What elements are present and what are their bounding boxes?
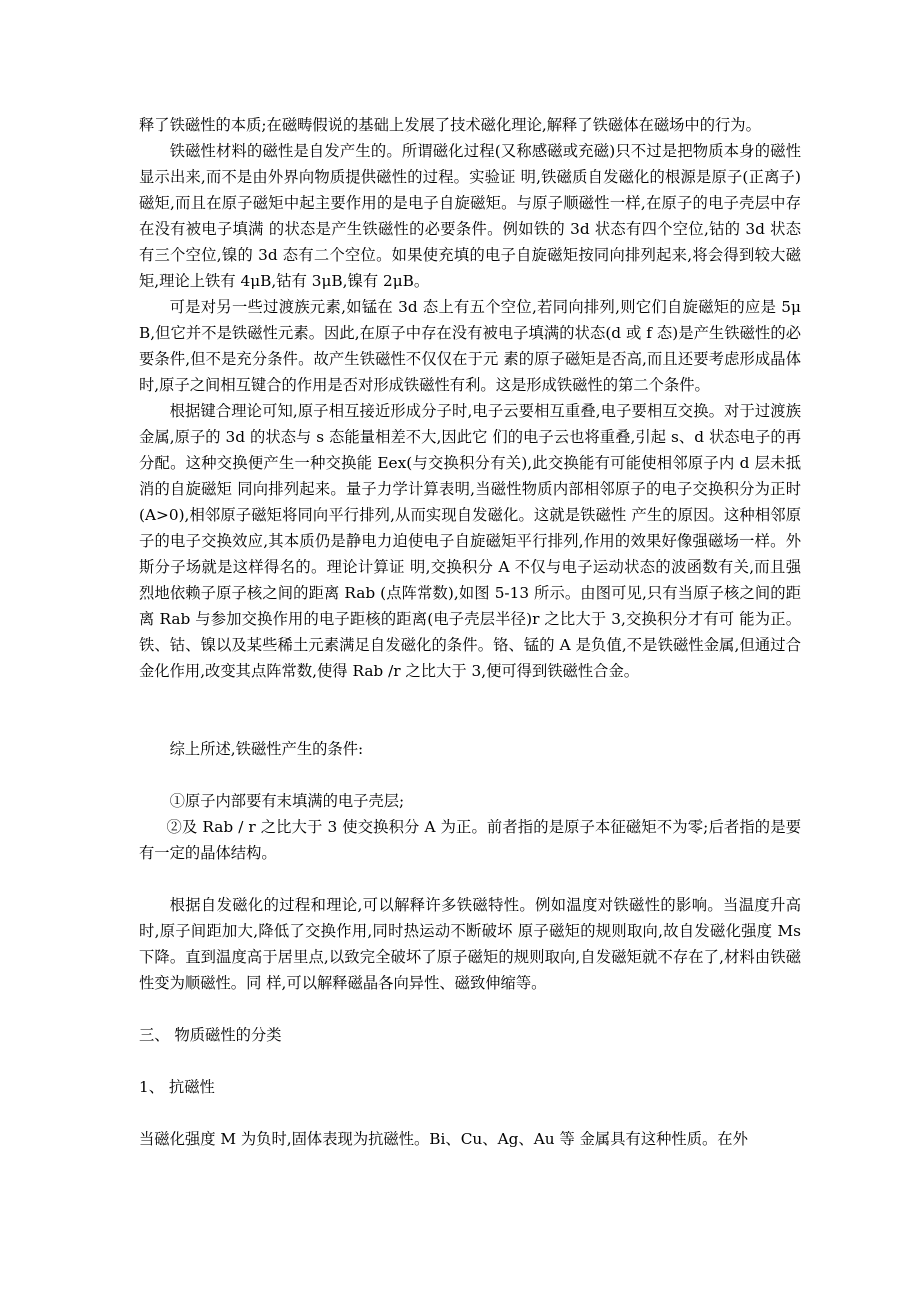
paragraph-diamagnetism: 当磁化强度 M 为负时,固体表现为抗磁性。Bi、Cu、Ag、Au 等 金属具有这种性质。在外 xyxy=(139,1130,748,1148)
summary-paragraph: 综上所述,铁磁性产生的条件: xyxy=(169,740,364,758)
condition-item-1: ①原子内部要有末填满的电子壳层; xyxy=(169,792,405,810)
document-body xyxy=(139,112,801,1152)
spacer xyxy=(139,1100,801,1126)
spacer xyxy=(139,762,801,788)
subsection-heading: 1、 抗磁性 xyxy=(139,1078,215,1096)
spacer xyxy=(139,996,801,1022)
condition-item-2: ②及 Rab / r 之比大于 3 使交换积分 A 为正。前者指的是原子本征磁矩不为零;后者指的是要有一定的晶体结构。 xyxy=(139,818,801,862)
section-heading: 三、 物质磁性的分类 xyxy=(139,1026,282,1044)
paragraph-ferromagnetism-origin: 铁磁性材料的磁性是自发产生的。所谓磁化过程(又称感磁或充磁)只不过是把物质本身的磁性显示出来,而不是由外界向物质提供磁性的过程。实验证 明,铁磁质自发磁化的根源是原子(正离子)磁矩,而且在原子磁矩中起主要作用的是电子自旋磁矩。与原子顺磁性一样,在原子的电子壳层中存在没有被电子填满 的状态是产生铁磁性的必要条件。例如铁的 3d 状态有四个空位,钴的 3d 状态有三个空位,镍的 3d 态有二个空位。如果使充填的电子自旋磁矩按同向排列起来,将会得到较大磁矩,理论上铁有 4μB,钴有 3μB,镍有 2μB。 xyxy=(139,142,801,290)
spacer xyxy=(139,684,801,736)
spacer xyxy=(139,1048,801,1074)
paragraph-continued: 释了铁磁性的本质;在磁畴假说的基础上发展了技术磁化理论,解释了铁磁体在磁场中的行为。 xyxy=(139,116,761,134)
paragraph-transition-elements: 可是对另一些过渡族元素,如锰在 3d 态上有五个空位,若同向排列,则它们自旋磁矩的应是 5μB,但它并不是铁磁性元素。因此,在原子中存在没有被电子填满的状态(d 或 f 态)是产生铁磁性的必要条件,但不是充分条件。故产生铁磁性不仅仅在于元 素的原子磁矩是否高,而且还要考虑形成晶体时,原子之间相互键合的作用是否对形成铁磁性有利。这是形成铁磁性的第二个条件。 xyxy=(139,298,801,394)
paragraph-exchange-theory: 根据键合理论可知,原子相互接近形成分子时,电子云要相互重叠,电子要相互交换。对于过渡族金属,原子的 3d 的状态与 s 态能量相差不大,因此它 们的电子云也将重叠,引起 s、d 状态电子的再分配。这种交换便产生一种交换能 Eex(与交换积分有关),此交换能有可能使相邻原子内 d 层未抵消的自旋磁矩 同向排列起来。量子力学计算表明,当磁性物质内部相邻原子的电子交换积分为正时(A>0),相邻原子磁矩将同向平行排列,从而实现自发磁化。这就是铁磁性 产生的原因。这种相邻原子的电子交换效应,其本质仍是静电力迫使电子自旋磁矩平行排列,作用的效果好像强磁场一样。外斯分子场就是这样得名的。理论计算证 明,交换积分 A 不仅与电子运动状态的波函数有关,而且强烈地依赖子原子核之间的距离 Rab (点阵常数),如图 5-13 所示。由图可见,只有当原子核之间的距离 Rab 与参加交换作用的电子距核的距离(电子壳层半径)r 之比大于 3,交换积分才有可 能为正。铁、钴、镍以及某些稀土元素满足自发磁化的条件。铬、锰的 A 是负值,不是铁磁性金属,但通过合金化作用,改变其点阵常数,使得 Rab /r 之比大于 3,便可得到铁磁性合金。 xyxy=(139,402,801,680)
paragraph-spontaneous-magnetization: 根据自发磁化的过程和理论,可以解释许多铁磁特性。例如温度对铁磁性的影响。当温度升高时,原子间距加大,降低了交换作用,同时热运动不断破坏 原子磁矩的规则取向,故自发磁化强度 Ms 下降。直到温度高于居里点,以致完全破坏了原子磁矩的规则取向,自发磁矩就不存在了,材料由铁磁性变为顺磁性。同 样,可以解释磁晶各向异性、磁致伸缩等。 xyxy=(139,896,801,992)
spacer xyxy=(139,866,801,892)
